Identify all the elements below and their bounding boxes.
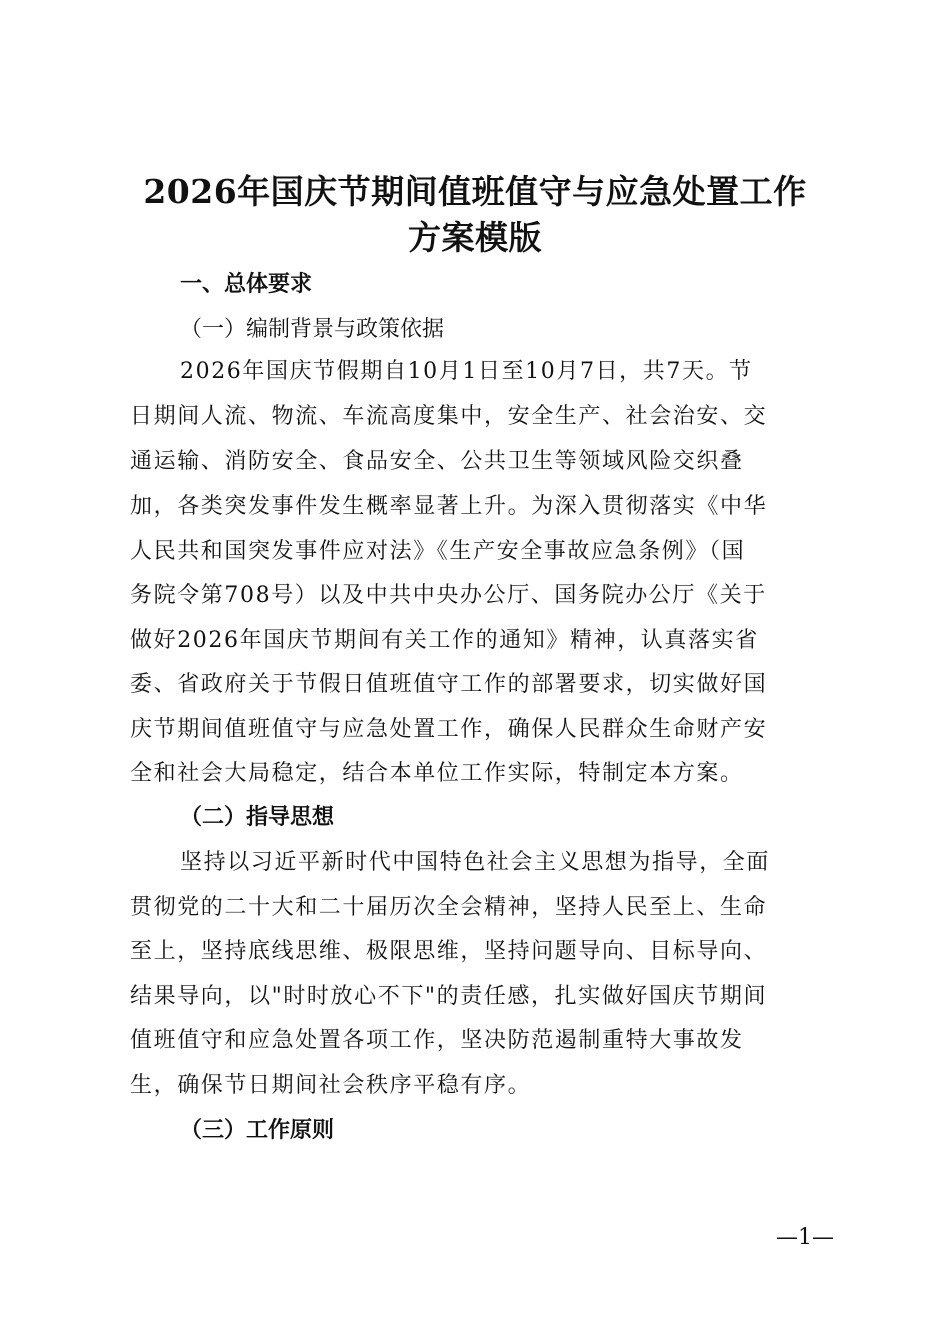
paragraph-line: 庆节期间值班值守与应急处置工作，确保人民群众生命财产安 — [130, 717, 768, 742]
paragraph-line: 务院令第708号）以及中共中央办公厅、国务院办公厅《关于 — [130, 583, 767, 608]
paragraph-line: 日期间人流、物流、车流高度集中，安全生产、社会治安、交 — [130, 404, 768, 429]
paragraph-line: 全和社会大局稳定，结合本单位工作实际，特制定本方案。 — [130, 761, 744, 786]
paragraph-line: 至上，坚持底线思维、极限思维，坚持问题导向、目标导向、 — [130, 939, 768, 964]
paragraph-line: 人民共和国突发事件应对法》《生产安全事故应急条例》（国 — [130, 539, 746, 564]
page-number: —1— — [776, 1225, 834, 1250]
paragraph-line: 值班值守和应急处置各项工作，坚决防范遏制重特大事故发 — [130, 1028, 744, 1053]
document-title-line1: 2026年国庆节期间值班值守与应急处置工作 — [143, 172, 807, 211]
paragraph-line: 结果导向，以"时时放心不下"的责任感，扎实做好国庆节期间 — [130, 984, 768, 1009]
section-heading-background: （一）编制背景与政策依据 — [180, 317, 445, 342]
paragraph-line: 坚持以习近平新时代中国特色社会主义思想为指导，全面 — [180, 850, 771, 875]
paragraph-line: 委、省政府关于节假日值班值守工作的部署要求，切实做好国 — [130, 672, 768, 697]
document-title-line2: 方案模版 — [408, 218, 542, 257]
paragraph-line: 生，确保节日期间社会秩序平稳有序。 — [130, 1073, 532, 1098]
heading-general-requirements: 一、总体要求 — [180, 272, 313, 297]
paragraph-line: 加，各类突发事件发生概率显著上升。为深入贯彻落实《中华 — [130, 494, 768, 519]
paragraph-line: 通运输、消防安全、食品安全、公共卫生等领域风险交织叠 — [130, 449, 744, 474]
paragraph-line: 贯彻党的二十大和二十届历次全会精神，坚持人民至上、生命 — [130, 895, 768, 920]
section-heading-working-principles: （三）工作原则 — [180, 1118, 335, 1143]
paragraph-line: 2026年国庆节假期自10月1日至10月7日，共7天。节 — [180, 359, 753, 384]
paragraph-line: 做好2026年国庆节期间有关工作的通知》精神，认真落实省 — [130, 628, 759, 653]
section-heading-guiding-ideology: （二）指导思想 — [180, 805, 335, 830]
